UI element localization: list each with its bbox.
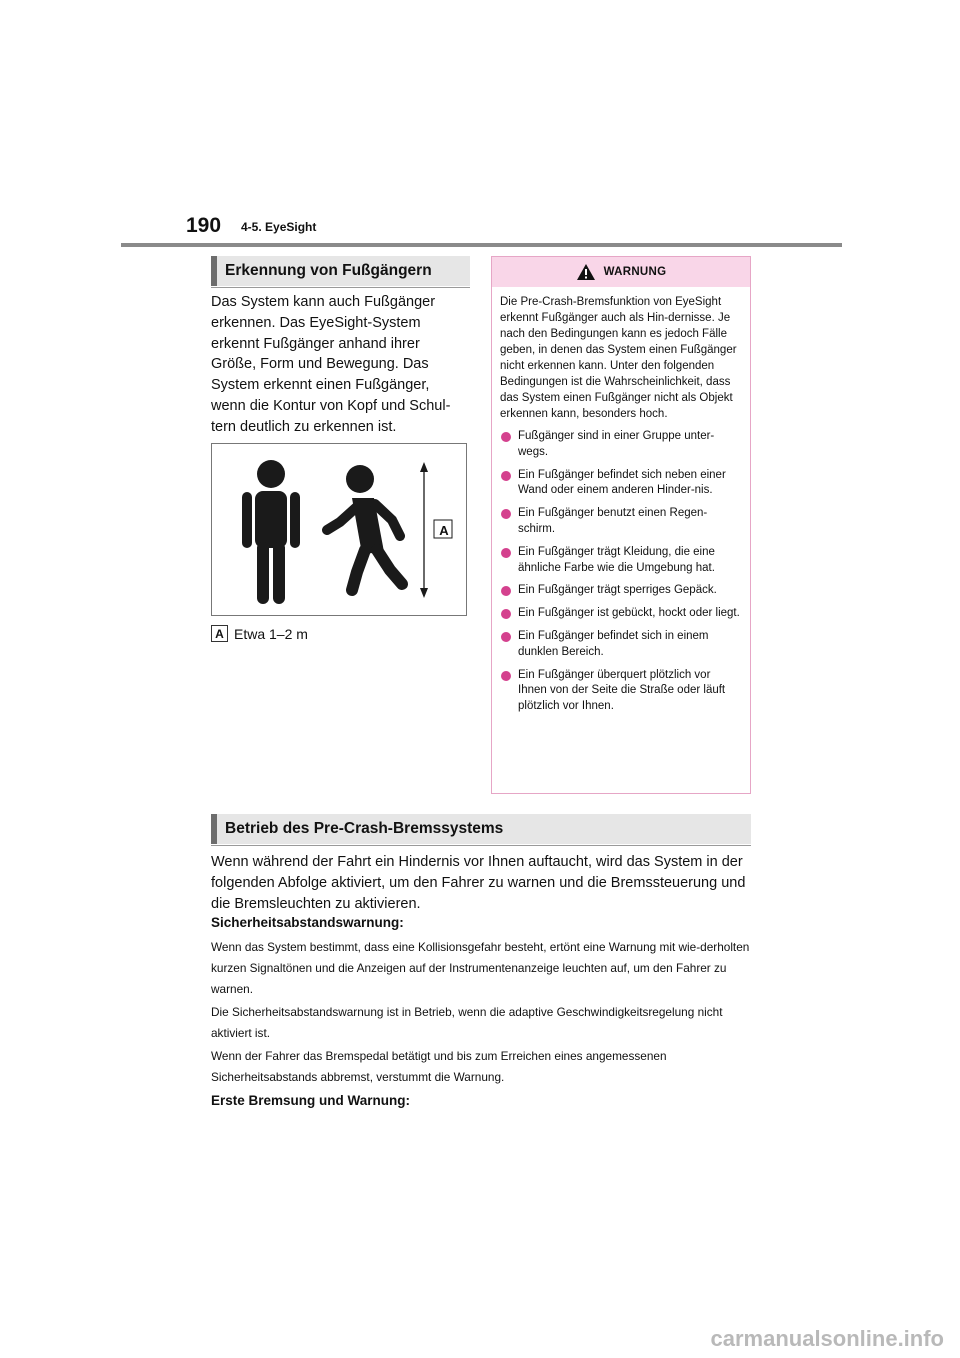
figure-caption [211, 625, 308, 642]
paragraph: Wenn der Fahrer das Bremspedal betätigt und bis zum Erreichen eines angemessenen Sicherheitsabstands abbremst, verstummt die Warnung. [211, 1049, 667, 1084]
section-body-text: Das System kann auch Fußgänger erkennen. Das EyeSight-System erkennt Fußgänger anhand ihrer Größe, Form und Bewegung. Das System erkennt einen Fußgänger, wenn die Kontur von Kopf und Schul-tern deutlich zu erkennen ist. [211, 294, 451, 435]
watermark: carmanualsonline.info [710, 1326, 944, 1351]
bullet-icon [501, 432, 511, 442]
list-item [500, 545, 742, 577]
list-item-text: Ein Fußgänger befindet sich in einem dunklen Bereich. [518, 629, 709, 658]
section-heading-pre-crash-braking [211, 814, 751, 844]
paragraph: Wenn das System bestimmt, dass eine Kollisionsgefahr besteht, ertönt eine Warnung mit wie-derholten kurzen Signaltönen und die Anzeigen auf der Instrumentenanzeige leuchten auf, um den Fahrer zu warnen. [211, 940, 750, 996]
warning-title: WARNUNG [603, 266, 667, 278]
list-item-text: Ein Fußgänger ist gebückt, hockt oder liegt. [518, 607, 740, 620]
page-number: 190 [186, 214, 222, 237]
list-item-text: Fußgänger sind in einer Gruppe unter-wegs. [518, 430, 715, 458]
chapter-title: 4-5. EyeSight [241, 220, 317, 234]
list-item-text: Ein Fußgänger trägt sperriges Gepäck. [518, 584, 717, 597]
header-divider [121, 243, 842, 247]
warning-header [492, 257, 750, 287]
list-item [500, 606, 742, 622]
caption-text: Etwa 1–2 m [234, 625, 308, 642]
bullet-icon [501, 548, 511, 558]
warning-triangle-icon [576, 263, 596, 281]
list-item [500, 668, 742, 715]
subheading-first-braking: Erste Bremsung und Warnung: [211, 1093, 411, 1108]
bullet-icon [501, 471, 511, 481]
pedestrian-illustration [211, 443, 467, 616]
section-divider [211, 845, 751, 846]
section-divider [211, 287, 470, 288]
warning-list [492, 429, 750, 715]
bullet-icon [501, 671, 511, 681]
section-heading-text: Erkennung von Fußgängern [225, 262, 432, 279]
section-heading-text: Betrieb des Pre-Crash-Bremssystems [225, 820, 504, 837]
bullet-icon [501, 509, 511, 519]
list-item-text: Ein Fußgänger trägt Kleidung, die eine ähnliche Farbe wie die Umgebung hat. [518, 545, 715, 574]
caption-marker-a: A [211, 625, 228, 642]
warning-box [491, 256, 751, 794]
bullet-icon [501, 609, 511, 619]
pedestrian-figures-icon [212, 444, 466, 615]
bullet-icon [501, 632, 511, 642]
list-item [500, 629, 742, 661]
list-item [500, 468, 742, 500]
list-item [500, 583, 742, 599]
list-item-text: Ein Fußgänger überquert plötzlich vor Ihnen von der Seite die Straße oder läuft plötzlich vor Ihnen. [518, 668, 726, 713]
paragraph: Die Sicherheitsabstandswarnung ist in Betrieb, wenn die adaptive Geschwindigkeitsregelung nicht aktiviert ist. [211, 1005, 723, 1040]
bullet-icon [501, 586, 511, 596]
warning-intro-text: Die Pre-Crash-Bremsfunktion von EyeSight erkennt Fußgänger auch als Hin-dernisse. Je nach den Bedingungen kann es jedoch Fälle geben, in denen das System einen Fußgänger nicht erkennen kann. Unter den folgenden Bedingungen ist die Wahrscheinlichkeit, dass das System einen Fußgänger nicht als Objekt erkennen kann, besonders hoch. [500, 296, 737, 420]
section-heading-pedestrian-detection [211, 256, 470, 286]
list-item-text: Ein Fußgänger befindet sich neben einer Wand oder einem anderen Hinder-nis. [518, 468, 726, 497]
section-body-text: Wenn während der Fahrt ein Hindernis vor Ihnen auftaucht, wird das System in der folgenden Abfolge aktiviert, um den Fahrer zu warnen und die Bremssteuerung und die Bremsleuchten zu aktivieren. [211, 854, 746, 912]
list-item [500, 506, 742, 538]
list-item-text: Ein Fußgänger benutzt einen Regen-schirm. [518, 507, 708, 535]
subheading-distance-warning: Sicherheitsabstandswarnung: [211, 915, 404, 930]
list-item [500, 429, 742, 461]
figure-marker-a: A [439, 522, 449, 538]
